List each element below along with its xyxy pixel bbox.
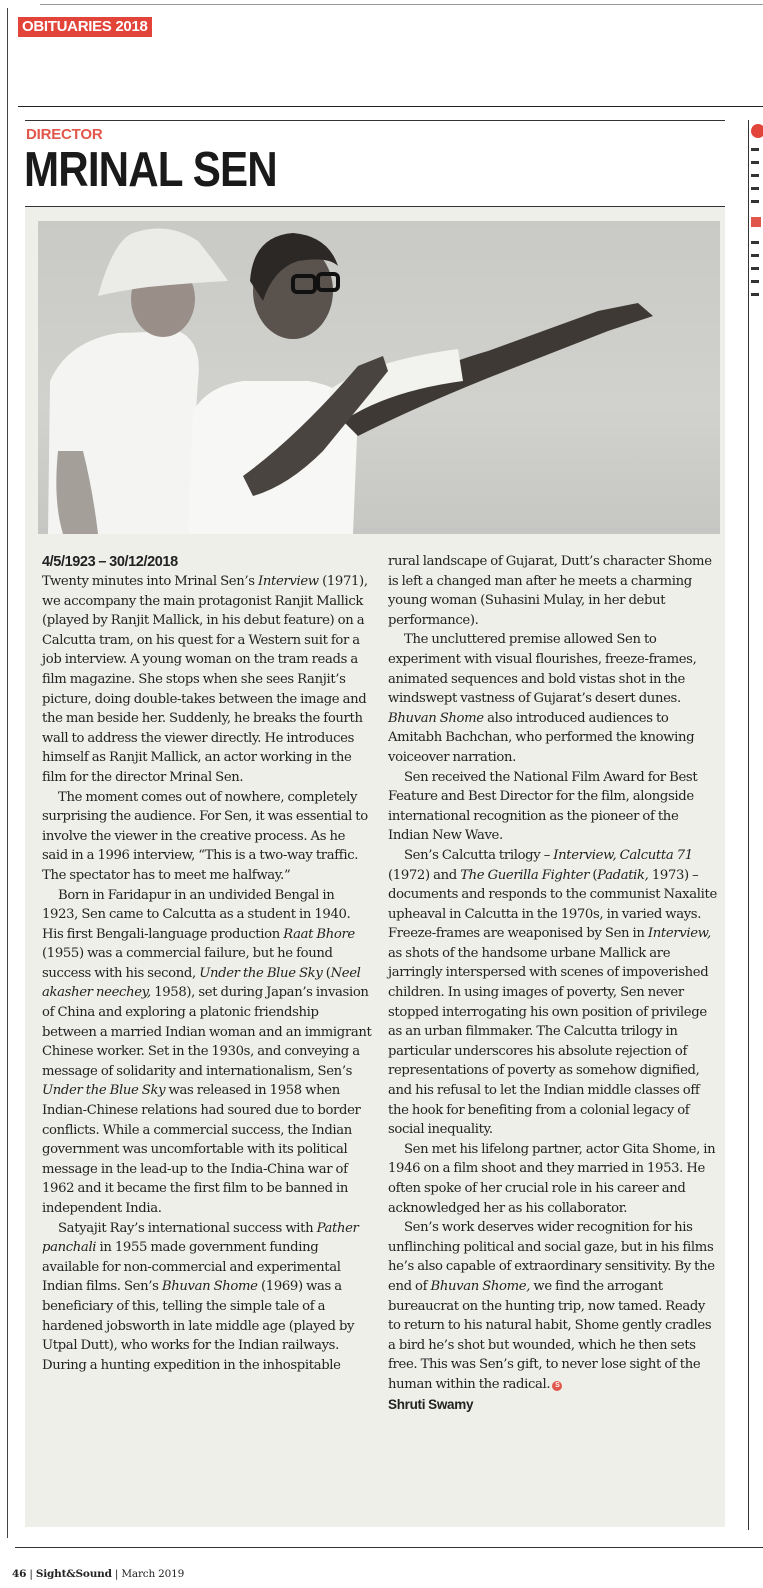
text-run: also introduced audiences to Amitabh Bachchan, who performed the knowing voiceover narration.	[388, 710, 695, 765]
paragraph	[388, 1218, 718, 1394]
italic-title: Bhuvan Shome	[161, 1279, 258, 1295]
paragraph	[42, 572, 372, 788]
text-run: was released in 1958 when Indian-Chinese relations had soured due to border conflicts. While a commercial success, the Indian government was uncomfortable with its political message in the lead-up to the India-China war of 1962 and it became the first film to be banned in independent India.	[42, 1083, 361, 1216]
page-top-edge	[40, 4, 763, 5]
obituary-photo	[38, 221, 720, 534]
text-run: (1971), we accompany the main protagonist Ranjit Mallick (played by Ranjit Mallick, in his debut feature) on a Calcutta tram, on his quest for a Western suit for a job interview. A young woman on the tram reads a film magazine. She stops when she sees Ranjit’s picture, doing double-takes between the image and the man beside her. Suddenly, he breaks the fourth wall to address the viewer directly. He introduces himself as Ranjit Mallick, an actor working in the film for the director Mrinal Sen.	[42, 574, 368, 785]
text-run: as shots of the handsome urbane Mallick are jarringly interspersed with scenes of impoverished children. In using images of poverty, Sen never stopped interrogating his own position of privilege as an urban filmmaker. The Calcutta trilogy in particular underscores his absolute rejection of representations of poverty as somehow dignified, and his refusal to let the Indian middle classes off the hook for benefiting from a colonial legacy of social inequality.	[388, 945, 709, 1138]
column-2-body	[388, 552, 718, 1395]
italic-title: The Guerilla Fighter	[460, 867, 590, 883]
headline-rule	[25, 206, 725, 207]
italic-title: Under the Blue Sky	[199, 965, 323, 981]
text-run: Sen’s work deserves wider recognition for his unflinching political and social gaze, but in his films he’s also capable of extraordinary sensitivity. By the end of	[388, 1220, 715, 1294]
column-divider	[748, 120, 749, 1530]
italic-title: Padatik,	[597, 867, 649, 883]
italic-title: Pather panchali	[42, 1220, 359, 1256]
folio-separator-2: |	[114, 1568, 119, 1580]
paragraph	[42, 788, 372, 886]
page-number: 46	[12, 1568, 27, 1580]
paragraph	[42, 886, 372, 1219]
text-run: in 1955 made government funding available for non-commercial and experimental Indian films. Sen’s	[42, 1240, 341, 1295]
folio-separator-1: |	[29, 1568, 33, 1580]
paragraph	[42, 1219, 372, 1376]
panel-top-rule	[25, 120, 725, 121]
article-column-1	[42, 552, 372, 1375]
text-run: 1973) – documents and responds to the communist Naxalite upheaval in Calcutta in the 1970s, in varied ways. Freeze-frames are weaponised by Sen in	[388, 867, 717, 942]
italic-title: Interview,	[647, 926, 711, 942]
text-run: (	[589, 867, 598, 883]
text-run: 1958), set during Japan’s invasion of China and exploring a platonic friendship between a married Indian woman and an immigrant Chinese worker. Set in the 1930s, and conveying a message of solidarity and internationalism, Sen’s	[42, 985, 372, 1079]
text-run: (1969) was a beneficiary of this, telling the simple tale of a hardened jobsworth in late middle age (played by Utpal Dutt), who works for the Indian railways. During a hunting expedition in the inhospitable	[42, 1279, 355, 1373]
adjacent-role-marker	[751, 217, 761, 227]
text-run: Satyajit Ray’s international success with	[58, 1220, 317, 1236]
paragraph	[388, 846, 718, 1140]
text-run: (1972) and	[388, 867, 461, 883]
text-run: Born in Faridapur in an undivided Bengal in 1923, Sen came to Calcutta as a student in 1940. His first Bengali-language production	[42, 887, 351, 942]
role-label: DIRECTOR	[26, 126, 103, 143]
page-left-edge	[7, 8, 8, 1538]
page-folio	[12, 1568, 184, 1580]
text-run: Sen’s Calcutta trilogy –	[404, 847, 554, 863]
header-rule	[18, 106, 763, 107]
italic-title: Interview	[258, 574, 319, 589]
adjacent-column-fragment	[751, 124, 763, 306]
life-dates: 4/5/1923 – 30/12/2018	[42, 554, 178, 570]
paragraph	[388, 552, 718, 630]
italic-title: Raat Bhore	[283, 926, 355, 942]
text-run: Twenty minutes into Mrinal Sen’s	[42, 574, 258, 589]
text-run: we find the arrogant bureaucrat on the hunting trip, now tamed. Ready to return to his natural habit, Shome gently cradles a bird he’s shot but wounded, which he then sets free. This was Sen’s gift, to never lose sight of the human within the radical.	[388, 1278, 712, 1392]
text-run: (1955) was a commercial failure, but he found success with his second,	[42, 946, 333, 981]
text-run: The moment comes out of nowhere, completely surprising the audience. For Sen, it was essential to involve the viewer in the creative process. As he said in a 1996 interview, “This is a two-way traffic. The spectator has to meet me halfway.”	[42, 789, 368, 883]
issue-date: March 2019	[121, 1568, 185, 1580]
end-mark-icon: S	[552, 1381, 562, 1391]
article-column-2	[388, 552, 718, 1414]
panel-bottom-rule	[15, 1547, 763, 1548]
photo-illustration	[38, 221, 720, 534]
italic-title: Neel akasher neechey,	[42, 965, 361, 1001]
text-run: Sen met his lifelong partner, actor Gita Shome, in 1946 on a film shoot and they married in 1953. He often spoke of her crucial role in his career and acknowledged her as his collaborator.	[388, 1141, 716, 1216]
paragraph	[388, 1140, 718, 1218]
text-run: Sen received the National Film Award for Best Feature and Best Director for the film, alongside international recognition as the pioneer of the Indian New Wave.	[388, 769, 698, 844]
italic-title: Bhuvan Shome	[388, 710, 484, 726]
byline: Shruti Swamy	[388, 1396, 474, 1412]
text-run: The uncluttered premise allowed Sen to experiment with visual flourishes, freeze-frames, animated sequences and bold vistas shot in the windswept vastness of Gujarat’s desert dunes.	[388, 632, 697, 707]
text-run: (	[322, 965, 331, 981]
obituary-name: MRINAL SEN	[24, 143, 277, 197]
text-run: rural landscape of Gujarat, Dutt’s character Shome is left a changed man after he meets a charming young woman (Suhasini Mulay, in her debut performance).	[388, 554, 712, 628]
paragraph	[388, 768, 718, 846]
italic-title: Interview, Calcutta 71	[553, 847, 693, 863]
italic-title: Bhuvan Shome,	[430, 1278, 531, 1294]
section-tag: OBITUARIES 2018	[18, 17, 152, 37]
adjacent-marker-icon	[751, 124, 763, 138]
italic-title: Under the Blue Sky	[42, 1083, 166, 1099]
column-1-body	[42, 572, 372, 1375]
publication-name: Sight&Sound	[35, 1568, 112, 1580]
paragraph	[388, 630, 718, 767]
